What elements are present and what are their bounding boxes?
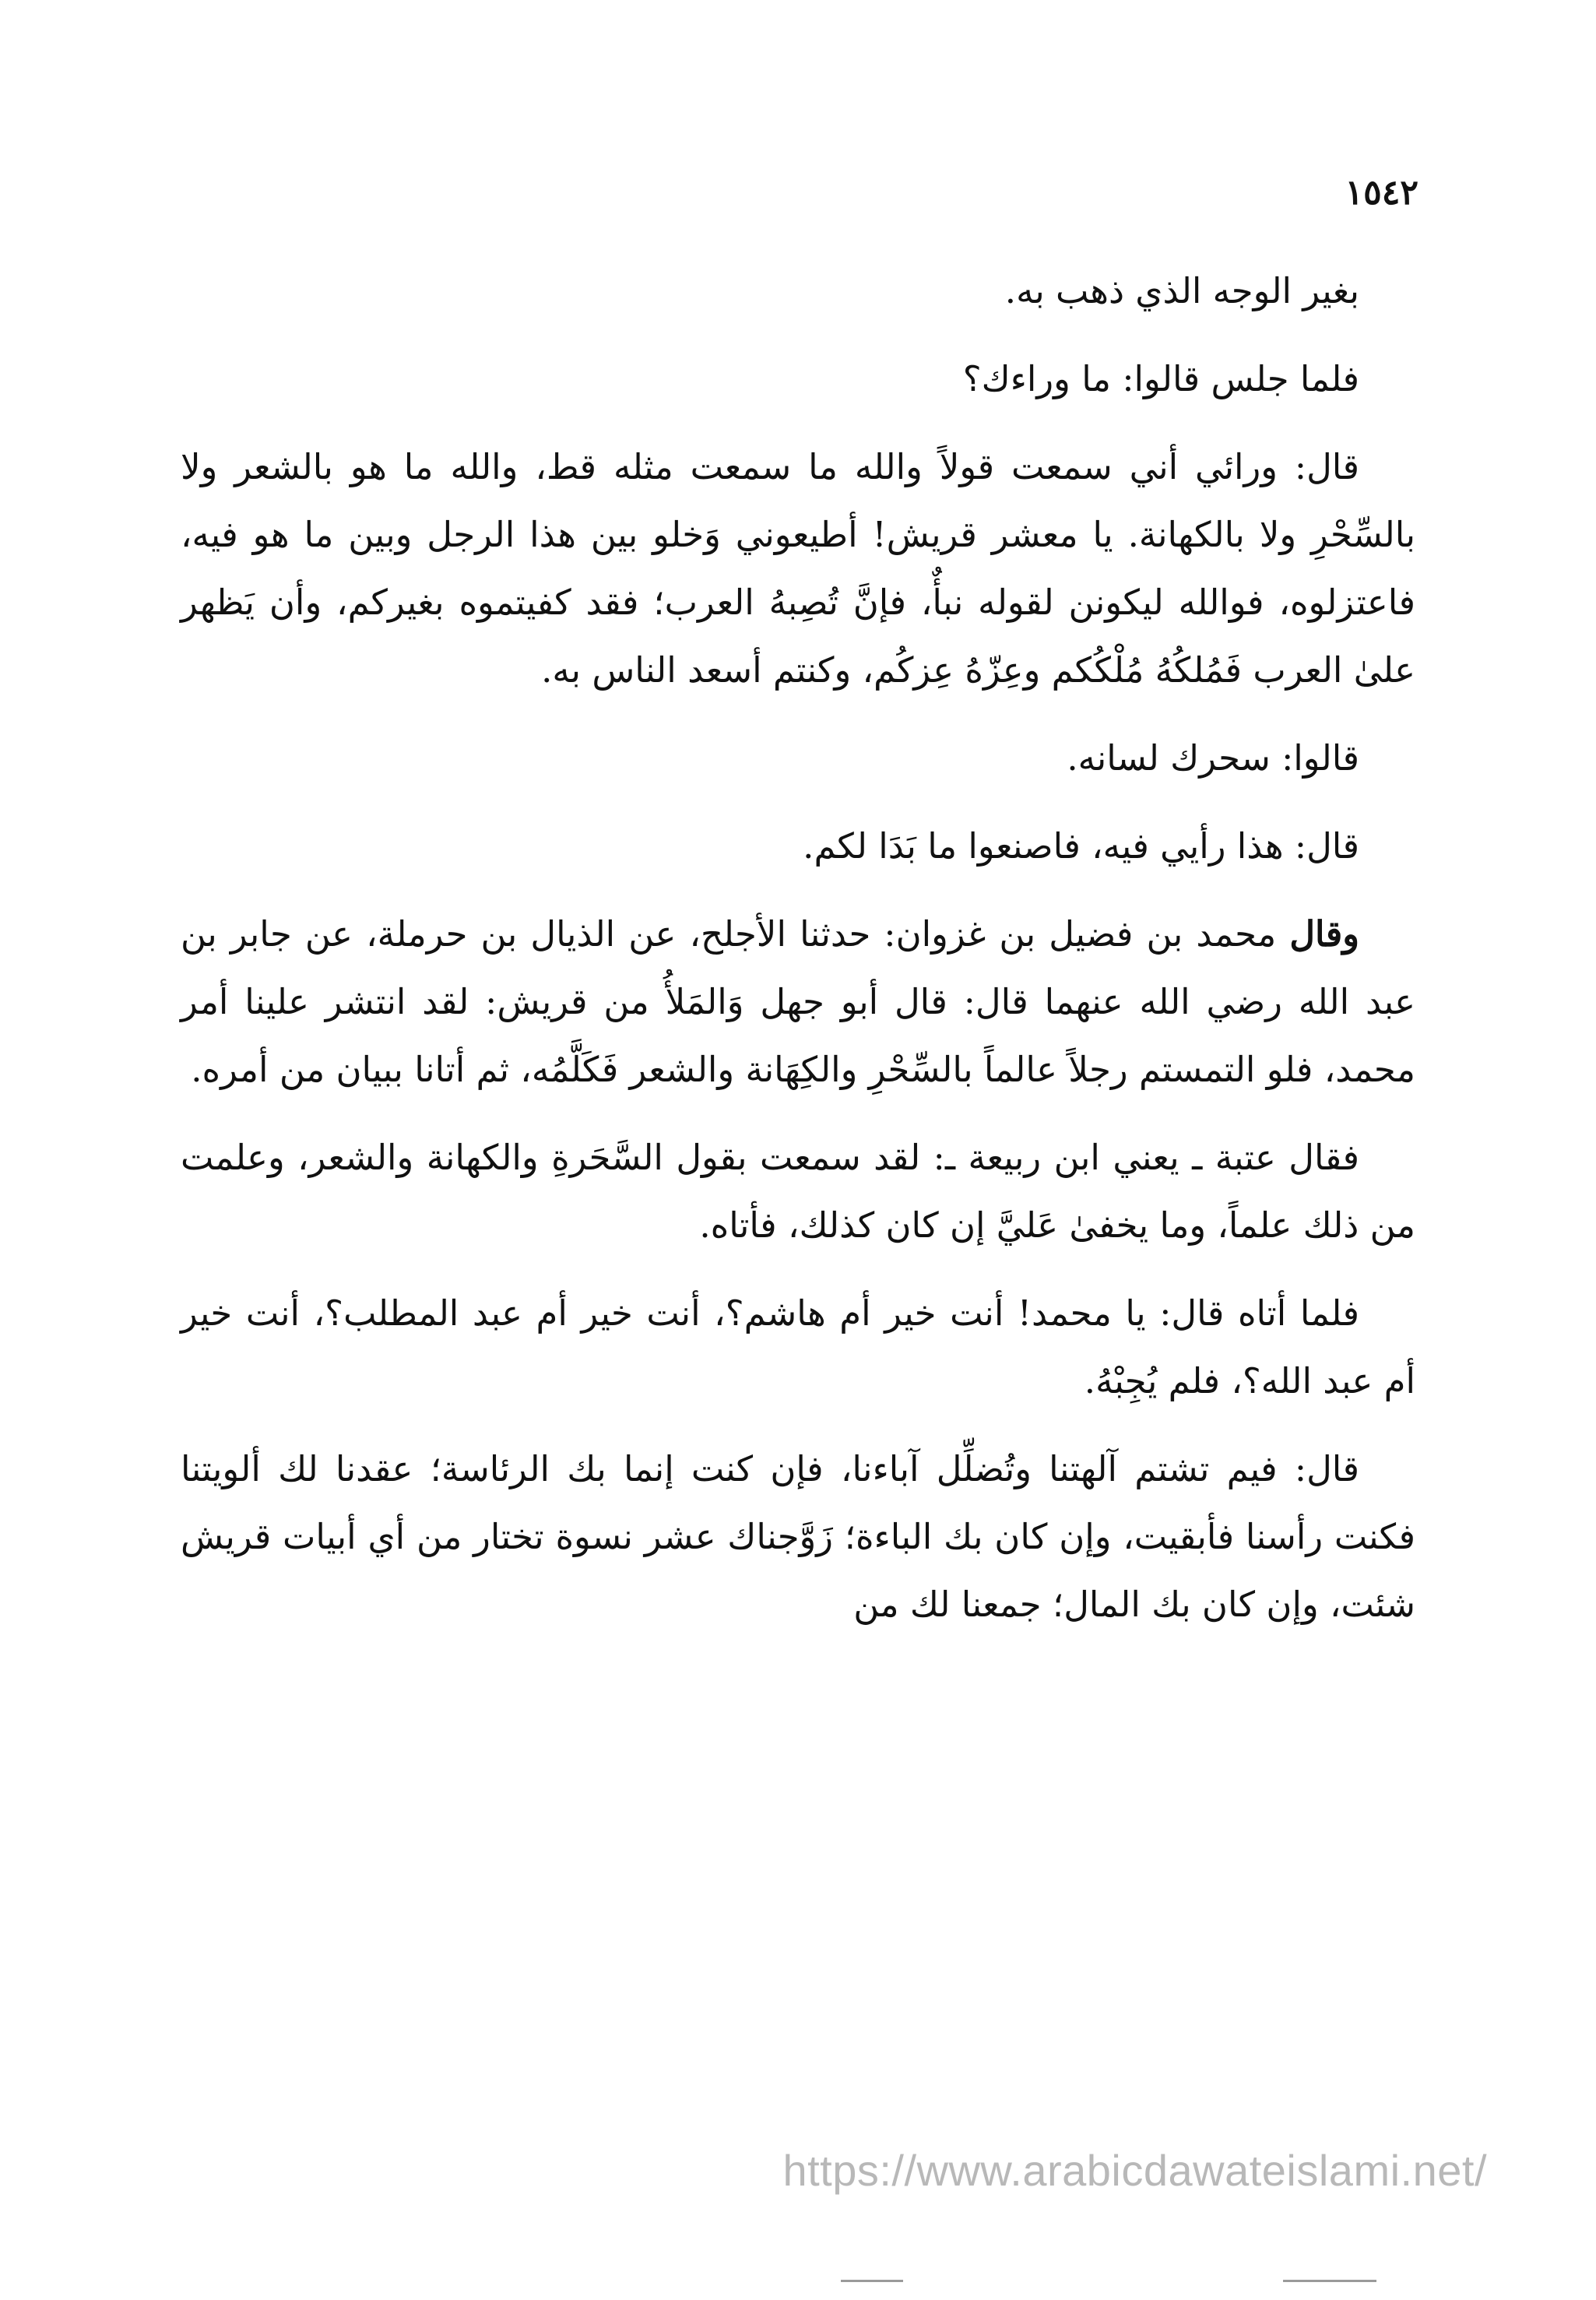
paragraph — [181, 257, 1415, 325]
paragraph-text: فقال عتبة ـ يعني ابن ربيعة ـ: لقد سمعت بقول السَّحَرةِ والكهانة والشعر، وعلمت من ذلك علماً، وما يخفىٰ عَليَّ إن كان كذلك، فأتاه. — [181, 1137, 1415, 1246]
paragraph-text: قالوا: سحرك لسانه. — [1067, 737, 1359, 779]
body-text — [181, 257, 1415, 1658]
paragraph — [181, 433, 1415, 704]
paragraph-lead: وقال — [1289, 913, 1359, 955]
paragraph-text: فلما جلس قالوا: ما وراءك؟ — [962, 358, 1359, 399]
watermark-url: https://www.arabicdawateislami.net/ — [782, 2146, 1487, 2195]
paragraph — [181, 345, 1415, 413]
paragraph — [181, 812, 1415, 880]
paragraph — [181, 1279, 1415, 1415]
page-number: ١٥٤٢ — [1345, 173, 1418, 213]
paragraph-text: محمد بن فضيل بن غزوان: حدثنا الأجلح، عن الذيال بن حرملة، عن جابر بن عبد الله رضي الله عنهما قال: قال أبو جهل وَالمَلأُ من قريش: لقد انتشر علينا أمر محمد، فلو التمستم رجلاً عالماً بالسِّحْرِ والكِهَانة والشعر فَكَلَّمُه، ثم أتانا ببيان من أمره. — [181, 913, 1415, 1090]
paragraph — [181, 900, 1415, 1103]
paragraph-text: قال: ورائي أني سمعت قولاً والله ما سمعت مثله قط، والله ما هو بالشعر ولا بالسِّحْرِ ولا بالكهانة. يا معشر قريش! أطيعوني وَخلو بين هذا الرجل وبين ما هو فيه، فاعتزلوه، فوالله ليكونن لقوله نبأٌ، فإنَّ تُصِبهُ العرب؛ فقد كفيتموه بغيركم، وأن يَظهر علىٰ العرب فَمُلكُهُ مُلْكُكم وعِزّهُ عِزكُم، وكنتم أسعد الناس به. — [181, 446, 1415, 691]
footer-rule — [841, 2280, 903, 2282]
footer-rule — [1283, 2280, 1376, 2282]
paragraph — [181, 1124, 1415, 1259]
paragraph-text: بغير الوجه الذي ذهب به. — [1004, 270, 1359, 311]
paragraph-text: فلما أتاه قال: يا محمد! أنت خير أم هاشم؟، أنت خير أم عبد المطلب؟، أنت خير أم عبد الله؟، فلم يُجِبْهُ. — [181, 1292, 1415, 1401]
paragraph — [181, 1435, 1415, 1638]
paragraph — [181, 724, 1415, 792]
paragraph-text: قال: هذا رأيي فيه، فاصنعوا ما بَدَا لكم. — [803, 825, 1359, 867]
paragraph-text: قال: فيم تشتم آلهتنا وتُضلِّل آباءنا، فإن كنت إنما بك الرئاسة؛ عقدنا لك ألويتنا فكنت رأسنا فأبقيت، وإن كان بك الباءة؛ زَوَّجناك عشر نسوة تختار من أي أبيات قريش شئت، وإن كان بك المال؛ جمعنا لك من — [181, 1448, 1415, 1625]
